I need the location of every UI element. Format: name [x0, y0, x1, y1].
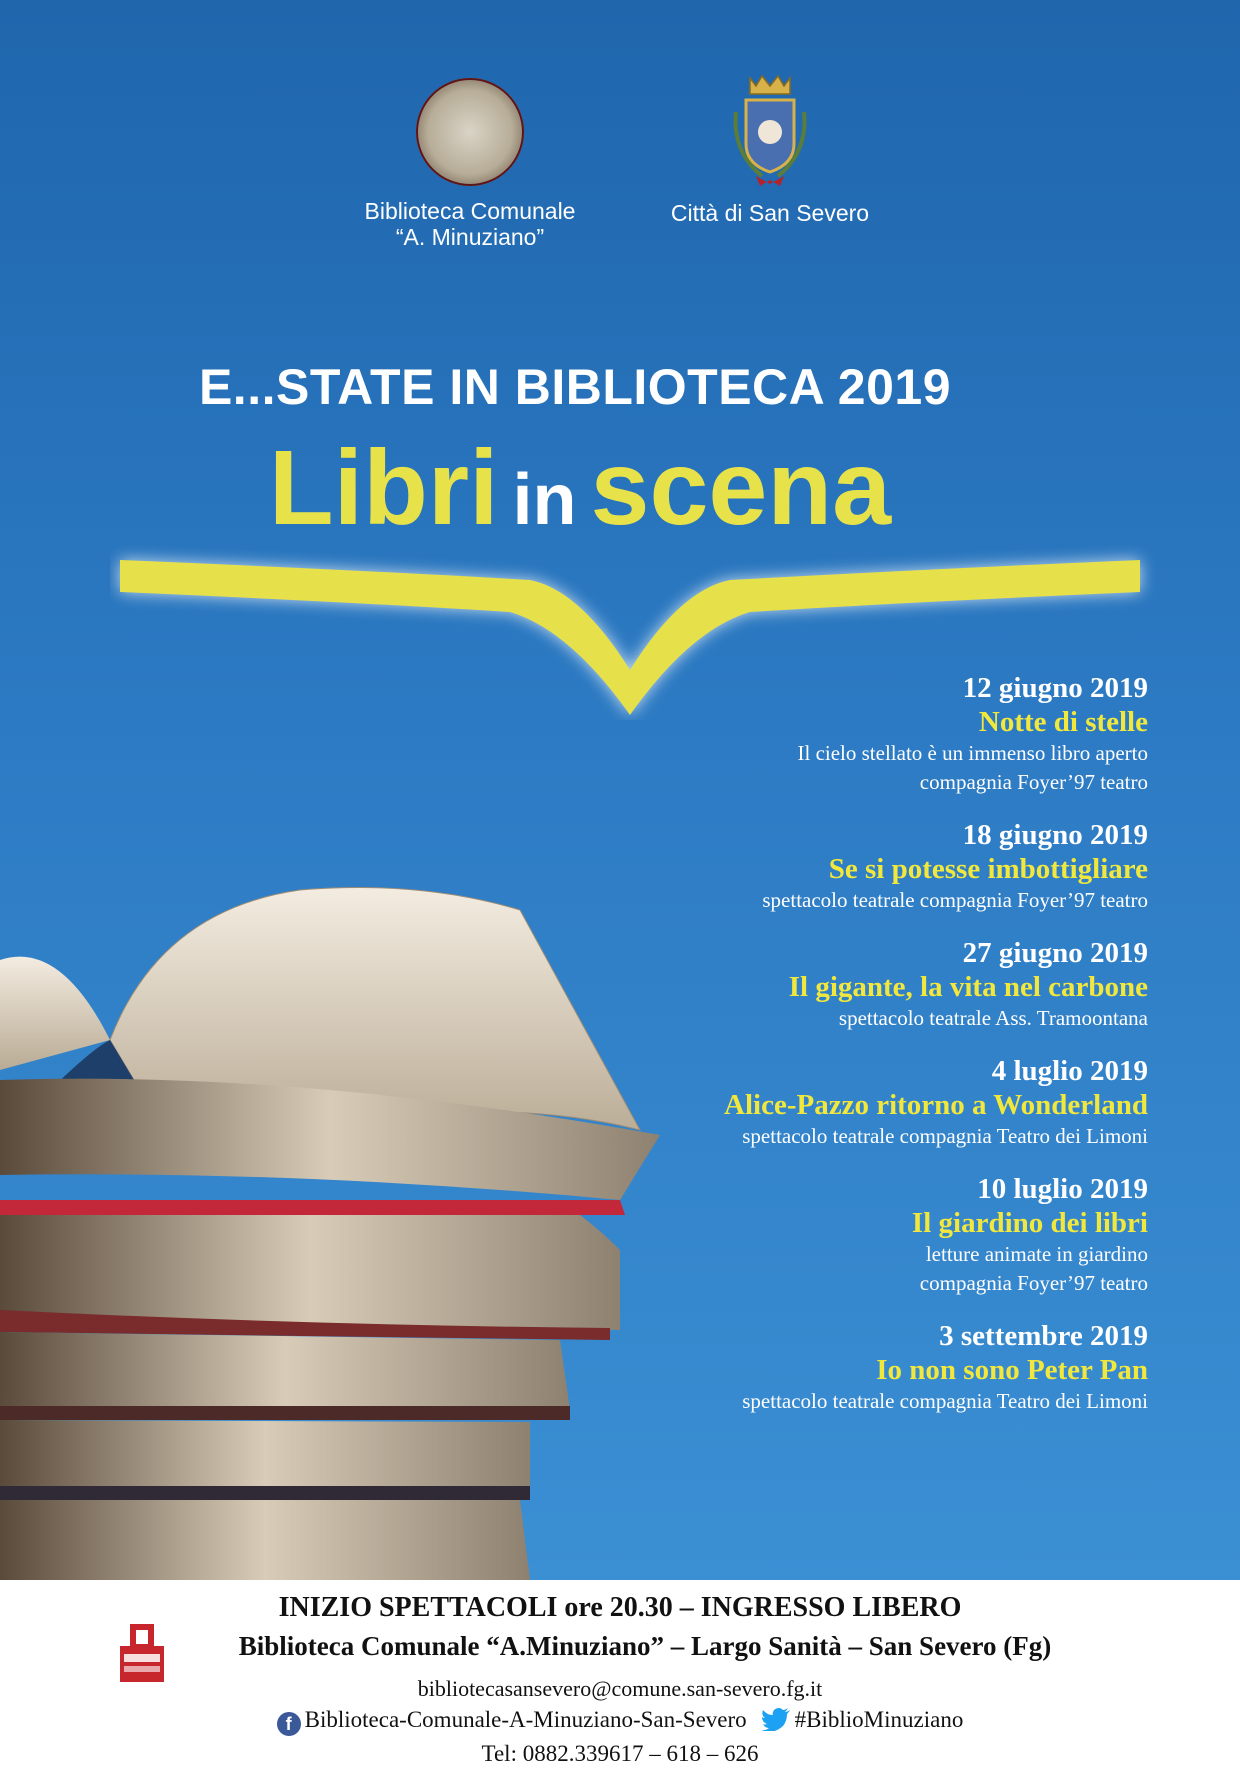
event-date: 27 giugno 2019: [962, 937, 1148, 969]
twitter-icon: [761, 1707, 791, 1731]
twitter-handle: #BiblioMinuziano: [794, 1707, 964, 1732]
event-date: 4 luglio 2019: [991, 1055, 1148, 1087]
event-title: Io non sono Peter Pan: [876, 1354, 1148, 1386]
start-time-info: INIZIO SPETTACOLI ore 20.30 – INGRESSO LIBERO: [278, 1592, 962, 1623]
library-seal-icon: [416, 78, 524, 186]
library-name-line2: “A. Minuziano”: [395, 224, 545, 250]
city-crest-icon: [732, 72, 808, 192]
contact-email: bibliotecasansevero@comune.san-severo.fg.it: [417, 1676, 823, 1701]
event-list: [548, 672, 1148, 1438]
facebook-icon: f: [277, 1712, 301, 1736]
event-description: spettacolo teatrale compagnia Teatro dei Limoni: [742, 1124, 1148, 1148]
event-item: [548, 1320, 1148, 1416]
phone-numbers: Tel: 0882.339617 – 618 – 626: [481, 1741, 759, 1766]
event-item: [548, 937, 1148, 1033]
event-title: Il gigante, la vita nel carbone: [788, 971, 1148, 1003]
event-series-subtitle: E...STATE IN BIBLIOTECA 2019: [198, 359, 952, 415]
event-date: 18 giugno 2019: [962, 819, 1148, 851]
event-item: [548, 1173, 1148, 1298]
event-description: spettacolo teatrale Ass. Tramoontana: [838, 1006, 1148, 1030]
event-item: [548, 672, 1148, 797]
social-links: [0, 1707, 1240, 1736]
event-description: spettacolo teatrale compagnia Teatro dei Limoni: [742, 1389, 1148, 1413]
venue-info: Biblioteca Comunale “A.Minuziano” – Largo Sanità – San Severo (Fg): [238, 1631, 1052, 1661]
event-item: [548, 819, 1148, 915]
footer: [0, 1580, 1240, 1771]
library-name-line1: Biblioteca Comunale: [364, 198, 576, 224]
event-description: spettacolo teatrale compagnia Foyer’97 teatro: [762, 888, 1148, 912]
event-item: [548, 1055, 1148, 1151]
event-description: letture animate in giardino: [925, 1242, 1148, 1266]
event-company: compagnia Foyer’97 teatro: [919, 770, 1148, 794]
facebook-page: Biblioteca-Comunale-A-Minuziano-San-Severo: [304, 1707, 747, 1732]
event-title: Se si potesse imbottigliare: [828, 853, 1148, 885]
library-logo: [330, 78, 610, 250]
event-description: Il cielo stellato è un immenso libro aperto: [797, 741, 1148, 765]
poster-title: [0, 428, 1240, 549]
event-date: 10 luglio 2019: [977, 1173, 1148, 1205]
city-name: Città di San Severo: [670, 200, 870, 226]
title-word-scena: scena: [590, 429, 892, 547]
title-word-libri: Libri: [268, 429, 499, 547]
event-date: 12 giugno 2019: [962, 672, 1148, 704]
event-title: Alice-Pazzo ritorno a Wonderland: [724, 1089, 1148, 1121]
event-company: compagnia Foyer’97 teatro: [919, 1271, 1148, 1295]
title-word-in: in: [512, 460, 577, 540]
event-date: 3 settembre 2019: [939, 1320, 1148, 1352]
event-title: Notte di stelle: [978, 706, 1148, 738]
city-logo: [640, 72, 900, 226]
event-title: Il giardino dei libri: [911, 1207, 1148, 1239]
city-that-reads-logo-icon: [116, 1620, 168, 1684]
